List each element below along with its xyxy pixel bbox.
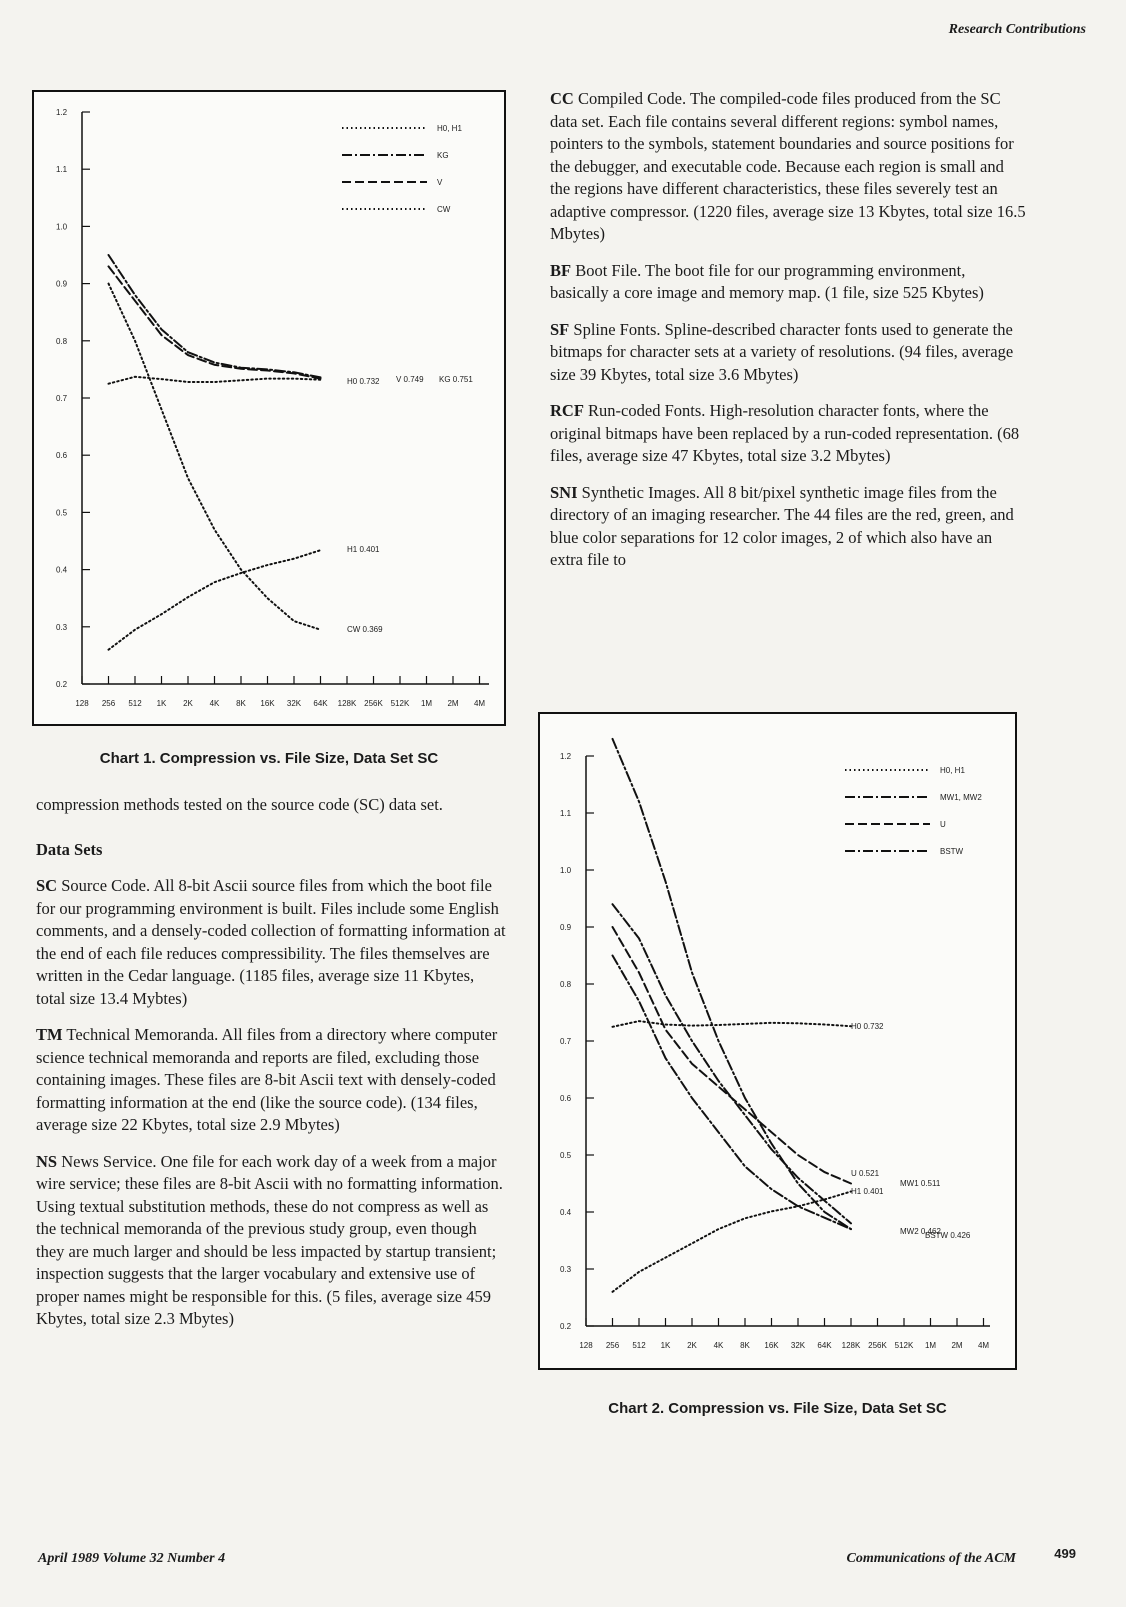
annotation-label: H1 0.401 bbox=[851, 1187, 884, 1196]
annotation-label: U 0.521 bbox=[851, 1169, 880, 1178]
entry-text: News Service. One file for each work day of a week from a major wire service; these files are 8-bit Ascii with no formatting information. Using textual substitution methods, these do not compress as well as the technical memoranda of the previous study group, even though they are much larger and should be less impacted by startup transient; inspection suggests that the larger vocabulary and extensive use of proper names might be responsible for this. (5 files, average size 459 Kbytes, total size 2.3 Mbytes) bbox=[36, 1151, 503, 1328]
series-line-h1 bbox=[613, 1192, 852, 1292]
x-tick-label: 2K bbox=[687, 1341, 697, 1350]
running-header: Research Contributions bbox=[948, 22, 1086, 37]
y-tick-label: 0.9 bbox=[56, 279, 68, 289]
entry-sni bbox=[550, 482, 1028, 572]
annotation-label: MW2 0.462 bbox=[900, 1227, 941, 1236]
x-tick-label: 8K bbox=[236, 699, 246, 708]
intro-paragraph: compression methods tested on the source code (SC) data set. bbox=[36, 795, 443, 814]
entry-abbr: SNI bbox=[550, 482, 578, 502]
entry-sf bbox=[550, 319, 1028, 387]
y-tick-label: 0.3 bbox=[560, 1265, 572, 1274]
legend-label: U bbox=[940, 820, 946, 829]
x-tick-label: 2M bbox=[447, 699, 459, 708]
annotation-label: KG 0.751 bbox=[439, 375, 473, 384]
y-tick-label: 0.3 bbox=[56, 622, 68, 632]
entry-text: Run-coded Fonts. High-resolution character fonts, where the original bitmaps have been replaced by a run-coded representation. (68 files, average size 47 Kbytes, total size 3.2 Mbytes) bbox=[550, 401, 1020, 465]
y-tick-label: 0.4 bbox=[560, 1208, 572, 1217]
entry-tm bbox=[36, 1024, 506, 1137]
entry-text: Technical Memoranda. All files from a directory where computer science technical memoranda and reports are filed, excluding those containing images. These files are 8-bit Ascii text with densely-coded formatting information at the end (like the source code). (134 files, average size 22 Kbytes, total size 2.9 Mbytes) bbox=[36, 1025, 498, 1134]
legend-label: CW bbox=[437, 205, 451, 214]
x-tick-label: 128K bbox=[337, 699, 357, 708]
entry-ns bbox=[36, 1151, 506, 1331]
y-tick-label: 1.1 bbox=[56, 165, 68, 175]
y-tick-label: 0.2 bbox=[560, 1322, 572, 1331]
entry-abbr: RCF bbox=[550, 401, 584, 420]
annotation-label: CW 0.369 bbox=[347, 625, 383, 634]
series-line-bstw bbox=[613, 956, 852, 1230]
entry-cc bbox=[550, 88, 1028, 246]
x-tick-label: 512 bbox=[128, 699, 142, 708]
x-tick-label: 256 bbox=[101, 699, 116, 708]
series-line-mw2 bbox=[613, 904, 852, 1223]
x-tick-label: 256K bbox=[364, 699, 383, 708]
annotation-label: H0 0.732 bbox=[347, 377, 380, 386]
y-tick-label: 0.6 bbox=[560, 1094, 572, 1103]
chart-1 bbox=[32, 90, 506, 726]
x-tick-label: 128 bbox=[75, 699, 89, 708]
legend-label: MW1, MW2 bbox=[940, 793, 982, 802]
chart-1-plot bbox=[34, 92, 504, 724]
entry-abbr: BF bbox=[550, 260, 572, 280]
x-tick-label: 4K bbox=[713, 1341, 724, 1350]
legend-label: V bbox=[437, 178, 443, 187]
x-tick-label: 64K bbox=[313, 699, 328, 708]
annotation-label: H1 0.401 bbox=[347, 545, 380, 554]
entry-text: Synthetic Images. All 8 bit/pixel synthetic image files from the directory of an imaging researcher. The 44 files are the red, green, and blue color separations for 12 color images, 2 of which also have an extra file to bbox=[550, 482, 1014, 569]
series-line-u bbox=[613, 927, 852, 1184]
annotation-label: MW1 0.511 bbox=[900, 1179, 941, 1188]
chart-1-caption: Chart 1. Compression vs. File Size, Data Set SC bbox=[99, 750, 439, 767]
series-line-mw1 bbox=[613, 739, 852, 1229]
chart-2 bbox=[538, 712, 1017, 1370]
x-tick-label: 128 bbox=[579, 1341, 593, 1350]
series-line-h0 bbox=[109, 377, 321, 384]
issue-info: April 1989 Volume 32 Number 4 bbox=[38, 1551, 226, 1566]
x-tick-label: 1K bbox=[660, 1341, 671, 1350]
y-tick-label: 0.7 bbox=[560, 1037, 572, 1046]
annotation-label: V 0.749 bbox=[396, 375, 424, 384]
chart-2-caption: Chart 2. Compression vs. File Size, Data Set SC bbox=[608, 1400, 947, 1417]
x-tick-label: 2M bbox=[951, 1341, 963, 1350]
x-tick-label: 64K bbox=[817, 1341, 832, 1350]
x-tick-label: 512 bbox=[632, 1341, 646, 1350]
entry-text: Source Code. All 8-bit Ascii source files from which the boot file for our programming environment is built. Files include some English comments, and a densely-coded collection of formatting information at the end of each file reduces compressibility. The files themselves are written in the Cedar language. (1185 files, average size 11 Kbytes, total size 13.4 Mybtes) bbox=[36, 876, 506, 1008]
y-tick-label: 0.6 bbox=[56, 451, 68, 461]
x-tick-label: 256 bbox=[605, 1341, 620, 1350]
entry-abbr: SF bbox=[550, 319, 570, 339]
y-tick-label: 0.2 bbox=[56, 680, 68, 689]
x-tick-label: 16K bbox=[260, 699, 275, 708]
legend-label: KG bbox=[437, 151, 449, 160]
x-tick-label: 32K bbox=[286, 699, 302, 708]
x-tick-label: 128K bbox=[841, 1341, 861, 1350]
y-tick-label: 0.9 bbox=[560, 923, 572, 932]
chart-2-plot bbox=[540, 714, 1015, 1368]
annotation-label: H0 0.732 bbox=[851, 1022, 884, 1031]
x-tick-label: 1M bbox=[924, 1341, 937, 1350]
journal-name: Communications of the ACM bbox=[846, 1551, 1016, 1566]
entry-text: Spline Fonts. Spline-described character fonts used to generate the bitmaps for character sets at a variety of resolutions. (94 files, average size 39 Kbytes, total size 3.6 Mbytes) bbox=[550, 319, 1014, 384]
y-tick-label: 1.2 bbox=[56, 108, 68, 117]
y-tick-label: 0.5 bbox=[560, 1151, 572, 1160]
x-tick-label: 4M bbox=[977, 1341, 990, 1350]
annotation-label: BSTW 0.426 bbox=[925, 1231, 971, 1240]
series-line-kg bbox=[109, 255, 321, 377]
y-tick-label: 0.7 bbox=[56, 394, 68, 403]
x-tick-label: 16K bbox=[764, 1341, 779, 1350]
page-number: 499 bbox=[1054, 1546, 1076, 1561]
series-line-h1 bbox=[109, 550, 321, 650]
entry-abbr: SC bbox=[36, 876, 58, 895]
left-column bbox=[36, 794, 506, 1345]
y-tick-label: 0.8 bbox=[56, 336, 68, 346]
y-tick-label: 1.1 bbox=[560, 809, 572, 818]
entry-text: Compiled Code. The compiled-code files produced from the SC data set. Each file contains several different regions: symbol names, pointers to the symbols, statement boundaries and source positions for the debugger, and executable code. Because each region is small and the regions have different characteristics, these files severely test an adaptive compressor. (1220 files, average size 13 Kbytes, total size 16.5 Mbytes) bbox=[550, 89, 1026, 243]
right-column bbox=[550, 88, 1028, 586]
x-tick-label: 1K bbox=[156, 699, 167, 708]
x-tick-label: 1M bbox=[420, 699, 433, 708]
entry-bf bbox=[550, 260, 1028, 305]
y-tick-label: 1.0 bbox=[56, 222, 68, 232]
x-tick-label: 256K bbox=[868, 1341, 887, 1350]
y-tick-label: 0.4 bbox=[56, 565, 68, 575]
y-tick-label: 1.0 bbox=[560, 866, 572, 875]
y-tick-label: 0.5 bbox=[56, 508, 68, 518]
x-tick-label: 512K bbox=[894, 1341, 914, 1350]
legend-label: BSTW bbox=[940, 847, 964, 856]
x-tick-label: 8K bbox=[740, 1341, 750, 1350]
x-tick-label: 4M bbox=[473, 699, 486, 708]
entry-text: Boot File. The boot file for our programming environment, basically a core image and memory map. (1 file, size 525 Kbytes) bbox=[550, 260, 984, 302]
y-tick-label: 1.2 bbox=[560, 752, 572, 761]
entry-rcf bbox=[550, 400, 1028, 468]
entry-abbr: CC bbox=[550, 89, 574, 108]
x-tick-label: 32K bbox=[790, 1341, 806, 1350]
y-tick-label: 0.8 bbox=[560, 980, 572, 989]
entry-abbr: NS bbox=[36, 1151, 58, 1171]
legend-label: H0, H1 bbox=[940, 766, 965, 775]
entry-sc bbox=[36, 875, 506, 1010]
legend-label: H0, H1 bbox=[437, 124, 462, 133]
series-line-cw bbox=[109, 284, 321, 630]
x-tick-label: 2K bbox=[183, 699, 193, 708]
x-tick-label: 512K bbox=[390, 699, 410, 708]
section-title: Data Sets bbox=[36, 839, 103, 859]
x-tick-label: 4K bbox=[209, 699, 220, 708]
entry-abbr: TM bbox=[36, 1025, 63, 1044]
